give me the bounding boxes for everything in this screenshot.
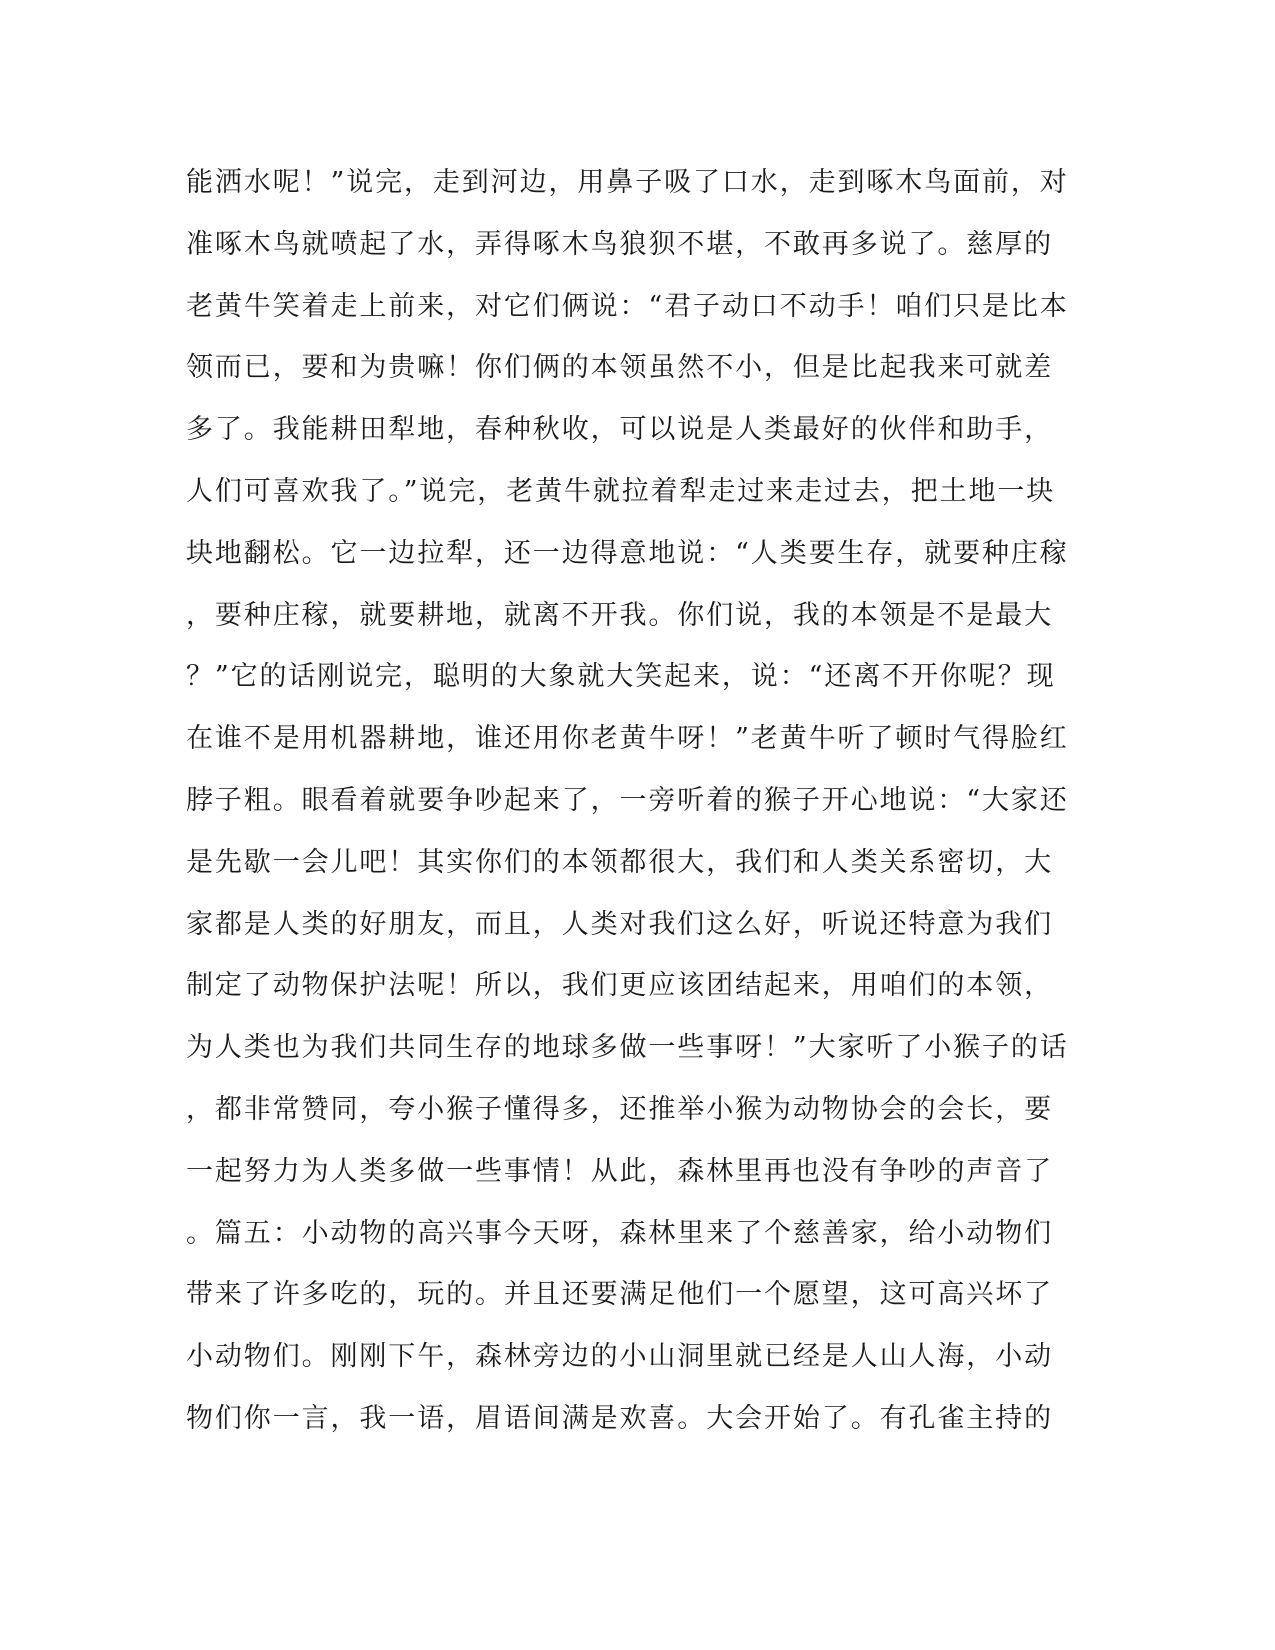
text-line: 脖子粗。眼看着就要争吵起来了，一旁听着的猴子开心地说：“大家还: [186, 784, 1069, 816]
text-line: 家都是人类的好朋友，而且，人类对我们这么好，听说还特意为我们: [186, 908, 1053, 940]
text-line: 领而已，要和为贵嘛！你们俩的本领虽然不小，但是比起我来可就差: [186, 352, 1053, 384]
text-line: 。篇五：小动物的高兴事今天呀，森林里来了个慈善家，给小动物们: [186, 1217, 1053, 1249]
text-line: 多了。我能耕田犁地，春种秋收，可以说是人类最好的伙伴和助手，: [186, 414, 1053, 446]
text-line: 老黄牛笑着走上前来，对它们俩说：“君子动口不动手！咱们只是比本: [186, 290, 1069, 322]
text-line: ，要种庄稼，就要耕地，就离不开我。你们说，我的本领是不是最大: [186, 599, 1053, 631]
text-line: 制定了动物保护法呢！所以，我们更应该团结起来，用咱们的本领，: [186, 970, 1053, 1002]
text-line: 能洒水呢！”说完，走到河边，用鼻子吸了口水，走到啄木鸟面前，对: [186, 167, 1069, 198]
text-line: ？”它的话刚说完，聪明的大象就大笑起来，说：“还离不开你呢？现: [186, 661, 1056, 693]
text-line: 是先歇一会儿吧！其实你们的本领都很大，我们和人类关系密切，大: [186, 846, 1053, 878]
text-line: 为人类也为我们共同生存的地球多做一些事呀！”大家听了小猴子的话: [186, 1032, 1069, 1064]
text-line: 人们可喜欢我了。”说完，老黄牛就拉着犁走过来走过去，把土地一块: [186, 475, 1056, 507]
text-line: 一起努力为人类多做一些事情！从此，森林里再也没有争吵的声音了: [186, 1155, 1053, 1187]
text-line: 小动物们。刚刚下午，森林旁边的小山洞里就已经是人山人海，小动: [186, 1341, 1053, 1373]
text-line: 块地翻松。它一边拉犁，还一边得意地说：“人类要生存，就要种庄稼: [186, 537, 1069, 569]
text-line: 在谁不是用机器耕地，谁还用你老黄牛呀！”老黄牛听了顿时气得脸红: [186, 723, 1069, 755]
text-line: 物们你一言，我一语，眉语间满是欢喜。大会开始了。有孔雀主持的: [186, 1402, 1053, 1434]
text-line: 带来了许多吃的，玩的。并且还要满足他们一个愿望，这可高兴坏了: [186, 1279, 1053, 1311]
text-line: ，都非常赞同，夸小猴子懂得多，还推举小猴为动物协会的会长，要: [186, 1093, 1053, 1125]
story-body: [186, 163, 1086, 1461]
text-line: 准啄木鸟就喷起了水，弄得啄木鸟狼狈不堪，不敢再多说了。慈厚的: [186, 228, 1053, 260]
